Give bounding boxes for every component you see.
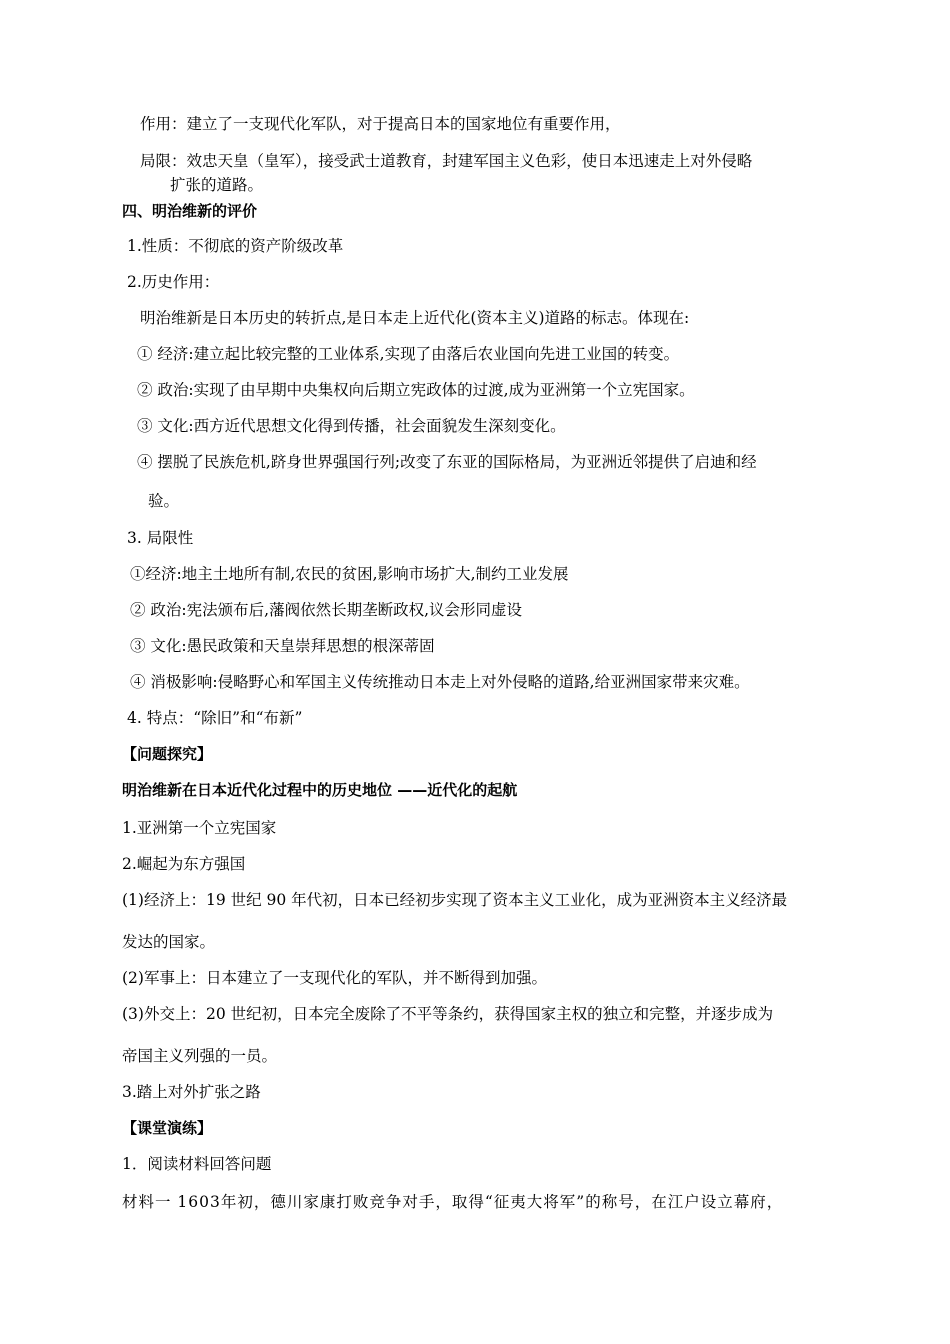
inquiry-item-1: 1.亚洲第一个立宪国家: [122, 819, 277, 837]
material-1-text: 材料一 1603年初，德川家康打败竞争对手，取得“征夷大将军”的称号，在江户设立幕府，: [122, 1193, 784, 1211]
inquiry-heading: 【问题探究】: [122, 745, 213, 763]
diplomacy-text: (3)外交上：20 世纪初，日本完全废除了不平等条约，获得国家主权的独立和完整，并逐步成为: [122, 1005, 774, 1023]
diplomacy-text-cont: 帝国主义列强的一员。: [122, 1047, 278, 1065]
inquiry-item-2: 2.崛起为东方强国: [122, 855, 246, 873]
section4-heading: 四、明治维新的评价: [122, 202, 258, 220]
limits-item-culture: ③ 文化:愚民政策和天皇崇拜思想的根深蒂固: [130, 637, 435, 655]
limits-title: 3. 局限性: [127, 529, 194, 547]
role-item-politics: ② 政治:实现了由早期中央集权向后期立宪政体的过渡,成为亚洲第一个立宪国家。: [137, 381, 695, 399]
nature-text: 1.性质：不彻底的资产阶级改革: [127, 237, 344, 255]
features-text: 4. 特点：“除旧”和“布新”: [127, 709, 303, 727]
role-title: 2.历史作用：: [127, 273, 220, 291]
practice-heading: 【课堂演练】: [122, 1119, 213, 1137]
role-intro: 明治维新是日本历史的转折点,是日本走上近代化(资本主义)道路的标志。体现在:: [140, 309, 690, 327]
role-item-culture: ③ 文化:西方近代思想文化得到传播，社会面貌发生深刻变化。: [137, 417, 566, 435]
limits-item-politics: ② 政治:宪法颁布后,藩阀依然长期垄断政权,议会形同虚设: [130, 601, 523, 619]
limits-item-economy: ①经济:地主土地所有制,农民的贫困,影响市场扩大,制约工业发展: [130, 565, 569, 583]
military-limit-text: 局限：效忠天皇（皇军），接受武士道教育，封建军国主义色彩，使日本迅速走上对外侵略: [140, 152, 753, 170]
inquiry-title: 明治维新在日本近代化过程中的历史地位 ——近代化的起航: [122, 781, 518, 799]
role-item-international-cont: 验。: [148, 492, 180, 510]
limits-item-negative: ④ 消极影响:侵略野心和军国主义传统推动日本走上对外侵略的道路,给亚洲国家带来灾难。: [130, 673, 750, 691]
military-text: (2)军事上：日本建立了一支现代化的军队，并不断得到加强。: [122, 969, 547, 987]
military-limit-text-cont: 扩张的道路。: [170, 176, 264, 194]
inquiry-item-3: 3.踏上对外扩张之路: [122, 1083, 261, 1101]
role-item-international: ④ 摆脱了民族危机,跻身世界强国行列;改变了东亚的国际格局，为亚洲近邻提供了启迪和经: [137, 453, 757, 471]
military-effect-text: 作用：建立了一支现代化军队，对于提高日本的国家地位有重要作用，: [140, 115, 621, 133]
practice-question-1: 1．阅读材料回答问题: [122, 1155, 272, 1173]
economy-text: (1)经济上：19 世纪 90 年代初，日本已经初步实现了资本主义工业化，成为亚洲资本主义经济最: [122, 891, 788, 909]
role-item-economy: ① 经济:建立起比较完整的工业体系,实现了由落后农业国向先进工业国的转变。: [137, 345, 680, 363]
economy-text-cont: 发达的国家。: [122, 933, 216, 951]
